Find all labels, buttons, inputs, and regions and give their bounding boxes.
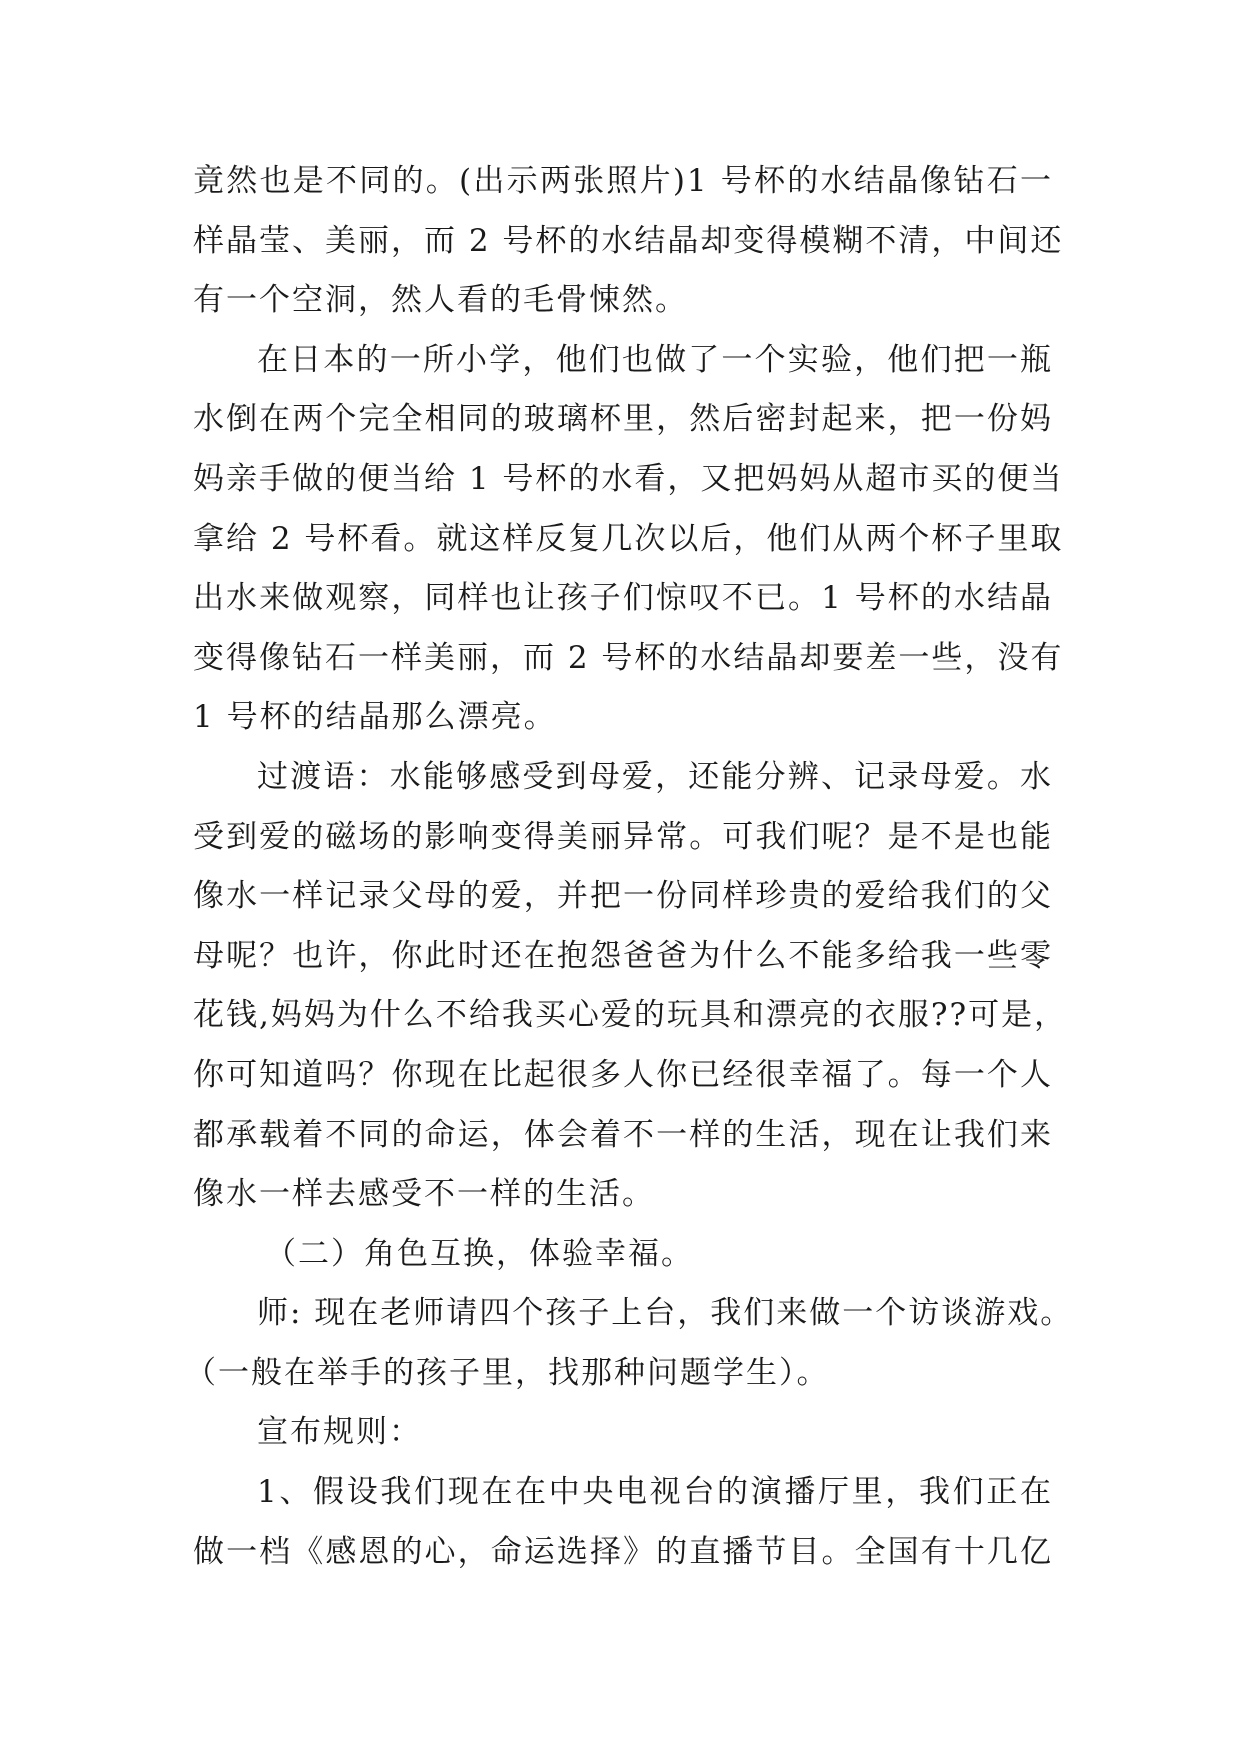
text-line: 做一档《感恩的心，命运选择》的直播节目。全国有十几亿 <box>193 1533 1053 1570</box>
text-line: 有一个空洞，然人看的毛骨悚然。 <box>193 282 688 319</box>
text-line: 水倒在两个完全相同的玻璃杯里，然后密封起来，把一份妈 <box>193 401 1053 438</box>
paragraph-first-line: 过渡语：水能够感受到母爱，还能分辨、记录母爱。水 <box>257 758 1053 795</box>
text-line: 你可知道吗？你现在比起很多人你已经很幸福了。每一个人 <box>193 1056 1053 1093</box>
document-body <box>185 152 1074 1582</box>
text-line: 出水来做观察，同样也让孩子们惊叹不已。1 号杯的水结晶 <box>193 580 1053 617</box>
text-line: 像水一样去感受不一样的生活。 <box>193 1176 655 1213</box>
text-line: 妈亲手做的便当给 1 号杯的水看，又把妈妈从超市买的便当 <box>193 460 1064 497</box>
text-line: 1 号杯的结晶那么漂亮。 <box>193 699 557 736</box>
text-line: 变得像钻石一样美丽，而 2 号杯的水结晶却要差一些，没有 <box>193 639 1064 676</box>
text-line: 竟然也是不同的。(出示两张照片)1 号杯的水结晶像钻石一 <box>193 163 1053 199</box>
text-line: 都承载着不同的命运，体会着不一样的生活，现在让我们来 <box>193 1116 1053 1153</box>
text-line: 拿给 2 号杯看。就这样反复几次以后，他们从两个杯子里取 <box>193 520 1064 557</box>
section-heading: （二）角色互换，体验幸福。 <box>265 1235 694 1272</box>
text-line: 受到爱的磁场的影响变得美丽异常。可我们呢？是不是也能 <box>193 818 1053 855</box>
paragraph-first-line: 师: 现在老师请四个孩子上台，我们来做一个访谈游戏。 <box>257 1295 1074 1332</box>
paragraph-first-line: 1、假设我们现在在中央电视台的演播厅里，我们正在 <box>257 1474 1053 1511</box>
paragraph-first-line: 在日本的一所小学，他们也做了一个实验，他们把一瓶 <box>257 341 1053 378</box>
text-line: 母呢？也许，你此时还在抱怨爸爸为什么不能多给我一些零 <box>193 937 1053 974</box>
text-line: （一般在举手的孩子里，找那种问题学生）。 <box>185 1354 830 1391</box>
text-line: 像水一样记录父母的爱，并把一份同样珍贵的爱给我们的父 <box>193 878 1053 915</box>
paragraph-first-line: 宣布规则： <box>257 1414 422 1451</box>
text-line: 样晶莹、美丽，而 2 号杯的水结晶却变得模糊不清，中间还 <box>193 222 1064 259</box>
text-line: 花钱,妈妈为什么不给我买心爱的玩具和漂亮的衣服??可是， <box>193 997 1068 1034</box>
